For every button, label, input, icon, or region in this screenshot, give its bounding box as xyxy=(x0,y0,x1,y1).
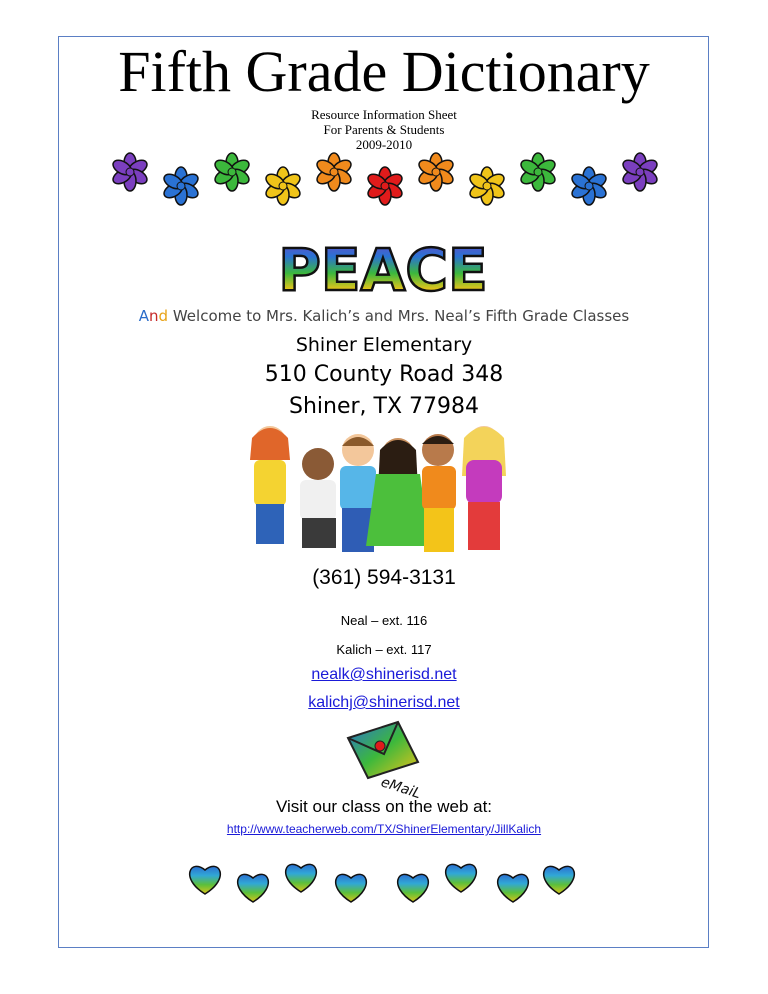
welcome-text: Welcome to Mrs. Kalich’s and Mrs. Neal’s Fifth Grade Classes xyxy=(168,307,630,325)
heart-icon xyxy=(190,866,221,894)
email-link-kalich[interactable]: kalichj@shinerisd.net xyxy=(308,694,460,711)
heart-icon xyxy=(544,866,575,894)
flower-icon xyxy=(264,167,303,205)
subtitle-line-1: Resource Information Sheet xyxy=(311,107,457,122)
flower-icon xyxy=(366,167,405,205)
flower-icon xyxy=(519,153,558,191)
kid-2 xyxy=(300,448,336,548)
phone-number: (361) 594-3131 xyxy=(312,566,456,589)
subtitle-line-2: For Parents & Students xyxy=(323,122,445,137)
welcome-and-n: n xyxy=(149,307,159,325)
heart-icon xyxy=(398,874,429,902)
kid-1 xyxy=(250,426,290,544)
flower-icon xyxy=(621,153,660,191)
flower-icon xyxy=(468,167,507,205)
kid-5 xyxy=(422,434,456,552)
heart-icon xyxy=(498,874,529,902)
subtitle-year: 2009-2010 xyxy=(355,137,413,152)
class-website-link[interactable]: http://www.teacherweb.com/TX/ShinerElementary/JillKalich xyxy=(226,822,542,836)
welcome-and-a: A xyxy=(138,307,150,325)
kalich-extension: Kalich – ext. 117 xyxy=(336,642,432,657)
heart-row-decoration xyxy=(183,856,583,908)
email-link-neal[interactable]: nealk@shinerisd.net xyxy=(311,666,457,683)
kid-6 xyxy=(462,426,506,550)
visit-text: Visit our class on the web at: xyxy=(275,797,493,816)
flower-icon xyxy=(162,167,201,205)
heart-icon xyxy=(238,874,269,902)
flower-icon xyxy=(417,153,456,191)
kids-illustration xyxy=(238,420,528,560)
peace-word: PEACE xyxy=(278,236,488,304)
email-icon-label: eMaiL xyxy=(378,774,423,803)
school-city: Shiner, TX 77984 xyxy=(288,394,480,419)
school-name: Shiner Elementary xyxy=(295,334,473,356)
flower-icon xyxy=(111,153,150,191)
kid-4 xyxy=(366,438,430,546)
page-title: Fifth Grade Dictionary xyxy=(118,39,650,104)
heart-icon xyxy=(446,864,477,892)
welcome-line xyxy=(0,307,768,325)
flower-icon xyxy=(213,153,252,191)
school-street: 510 County Road 348 xyxy=(264,362,504,387)
neal-extension: Neal – ext. 116 xyxy=(340,613,428,628)
heart-icon xyxy=(336,874,367,902)
email-envelope-icon xyxy=(340,720,430,803)
heart-icon xyxy=(286,864,317,892)
flower-icon xyxy=(315,153,354,191)
flower-row-decoration xyxy=(110,150,660,220)
welcome-and-d: d xyxy=(158,307,169,325)
flower-icon xyxy=(570,167,609,205)
peace-logo xyxy=(278,236,488,304)
